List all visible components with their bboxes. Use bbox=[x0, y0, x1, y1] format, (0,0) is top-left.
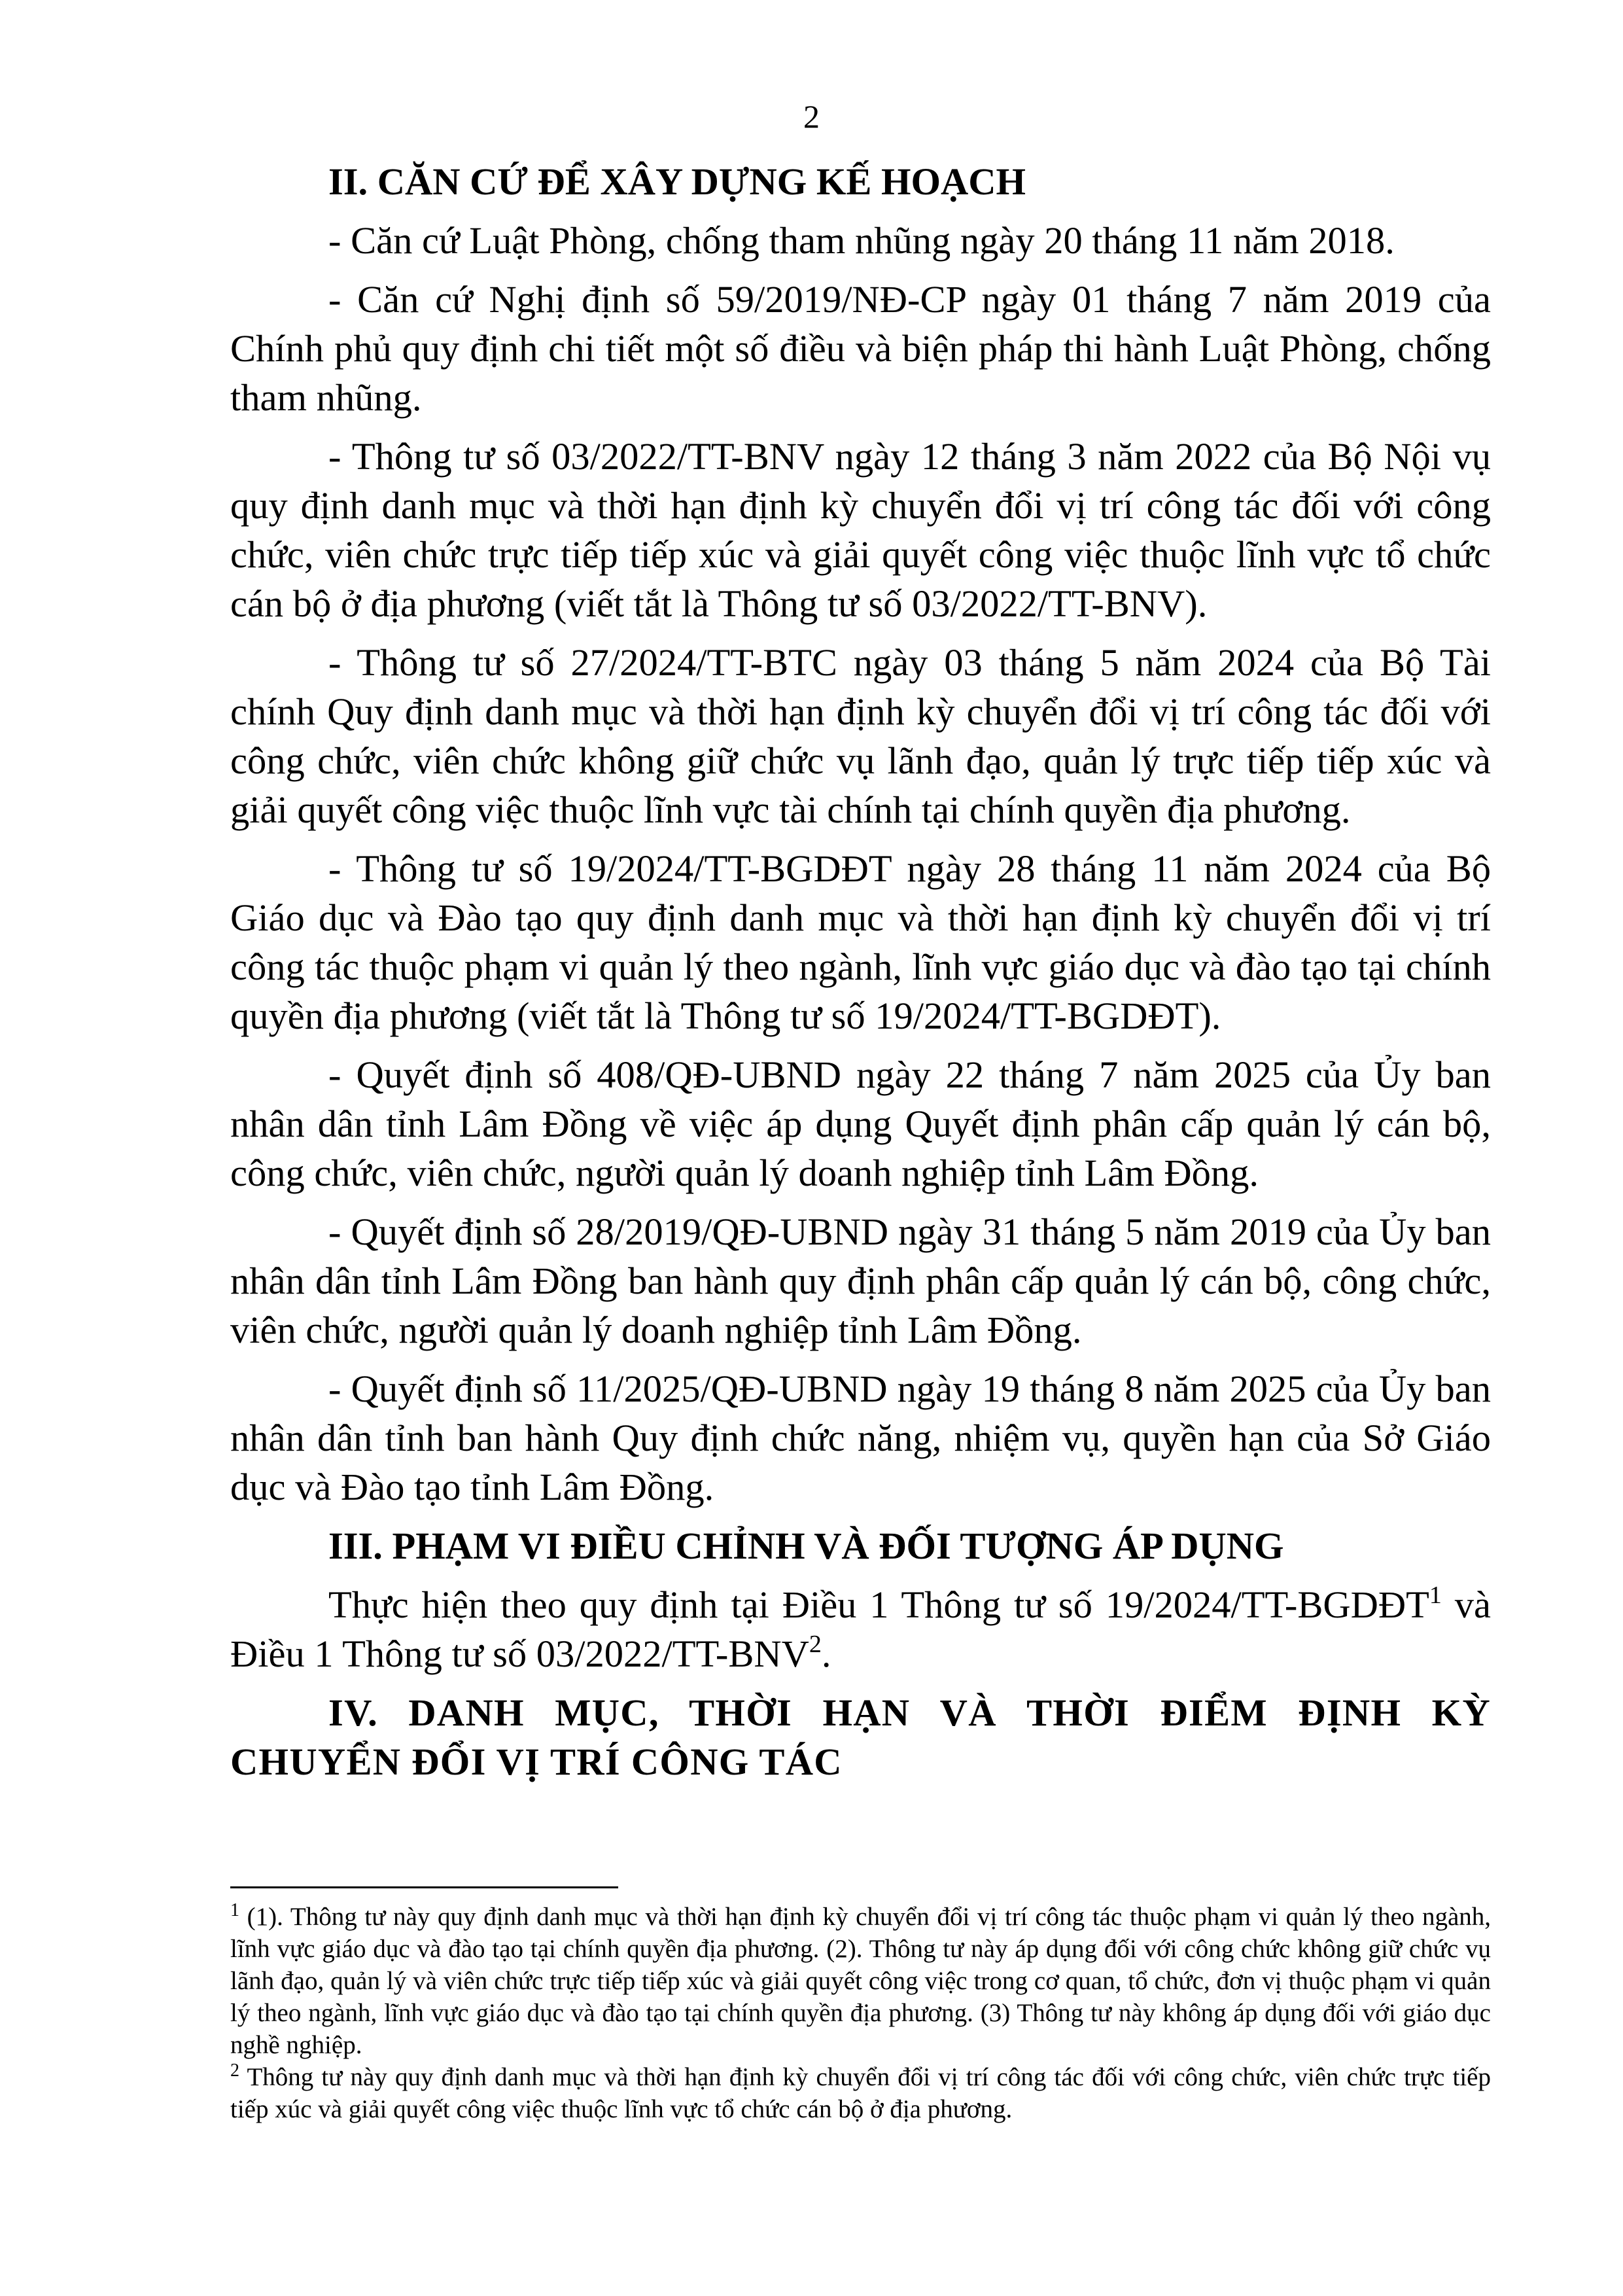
legal-basis-item: - Thông tư số 03/2022/TT-BNV ngày 12 tháng 3 năm 2022 của Bộ Nội vụ quy định danh mục và thời hạn định kỳ chuyển đổi vị trí công tác đối với công chức, viên chức trực tiếp tiếp xúc và giải quyết công việc thuộc lĩnh vực tổ chức cán bộ ở địa phương (viết tắt là Thông tư số 03/2022/TT-BNV). bbox=[230, 435, 1491, 625]
section-2-heading: II. CĂN CỨ ĐỂ XÂY DỰNG KẾ HOẠCH bbox=[328, 160, 1026, 203]
section-3-text bbox=[230, 1580, 1491, 1678]
footnotes bbox=[230, 1901, 1491, 2125]
footnote-marker: 2 bbox=[230, 2060, 239, 2081]
legal-basis-item: - Căn cứ Nghị định số 59/2019/NĐ-CP ngày 01 tháng 7 năm 2019 của Chính phủ quy định chi tiết một số điều và biện pháp thi hành Luật Phòng, chống tham nhũng. bbox=[230, 278, 1491, 419]
legal-basis-item: - Thông tư số 19/2024/TT-BGDĐT ngày 28 tháng 11 năm 2024 của Bộ Giáo dục và Đào tạo quy định danh mục và thời hạn định kỳ chuyển đổi vị trí công tác thuộc phạm vi quản lý theo ngành, lĩnh vực giáo dục và đào tạo tại chính quyền địa phương (viết tắt là Thông tư số 19/2024/TT-BGDĐT). bbox=[230, 847, 1491, 1037]
section-3-text-part2: và Điều 1 Thông tư số 03/2022/TT-BNV bbox=[230, 1583, 1492, 1675]
section-3-text-part3: . bbox=[821, 1633, 831, 1675]
footnote-ref-1[interactable]: 1 bbox=[1429, 1581, 1442, 1609]
footnote-marker: 1 bbox=[230, 1900, 239, 1920]
footnote-ref-2[interactable]: 2 bbox=[809, 1631, 822, 1658]
section-3-heading: III. PHẠM VI ĐIỀU CHỈNH VÀ ĐỐI TƯỢNG ÁP DỤNG bbox=[328, 1525, 1284, 1567]
document-body bbox=[230, 157, 1491, 1786]
page-number: 2 bbox=[803, 98, 820, 135]
legal-basis-item: - Quyết định số 408/QĐ-UBND ngày 22 tháng 7 năm 2025 của Ủy ban nhân dân tỉnh Lâm Đồng về việc áp dụng Quyết định phân cấp quản lý cán bộ, công chức, viên chức, người quản lý doanh nghiệp tỉnh Lâm Đồng. bbox=[230, 1053, 1491, 1194]
footnote-text: (1). Thông tư này quy định danh mục và thời hạn định kỳ chuyển đổi vị trí công tác thuộc phạm vi quản lý theo ngành, lĩnh vực giáo dục và đào tạo tại chính quyền địa phương. (2). Thông tư này áp dụng đối với công chức không giữ chức vụ lãnh đạo, quản lý và viên chức trực tiếp tiếp xúc và giải quyết công việc trong cơ quan, tổ chức, đơn vị thuộc phạm vi quản lý theo ngành, lĩnh vực giáo dục và đào tạo tại chính quyền địa phương. (3) Thông tư này không áp dụng đối với giáo dục nghề nghiệp. bbox=[230, 1903, 1491, 2059]
footnote-1 bbox=[230, 1901, 1491, 2061]
footnote-separator bbox=[230, 1886, 618, 1888]
legal-basis-item: - Căn cứ Luật Phòng, chống tham nhũng ngày 20 tháng 11 năm 2018. bbox=[328, 219, 1395, 262]
section-4-heading: IV. DANH MỤC, THỜI HẠN VÀ THỜI ĐIỂM ĐỊNH KỲ CHUYỂN ĐỔI VỊ TRÍ CÔNG TÁC bbox=[230, 1691, 1491, 1783]
footnote-2 bbox=[230, 2061, 1491, 2125]
footnote-text: Thông tư này quy định danh mục và thời hạn định kỳ chuyển đổi vị trí công tác đối với công chức, viên chức trực tiếp tiếp xúc và giải quyết công việc thuộc lĩnh vực tổ chức cán bộ ở địa phương. bbox=[230, 2063, 1491, 2123]
legal-basis-item: - Thông tư số 27/2024/TT-BTC ngày 03 tháng 5 năm 2024 của Bộ Tài chính Quy định danh mục và thời hạn định kỳ chuyển đổi vị trí công tác đối với công chức, viên chức không giữ chức vụ lãnh đạo, quản lý trực tiếp tiếp xúc và giải quyết công việc thuộc lĩnh vực tài chính tại chính quyền địa phương. bbox=[230, 641, 1491, 831]
legal-basis-item: - Quyết định số 28/2019/QĐ-UBND ngày 31 tháng 5 năm 2019 của Ủy ban nhân dân tỉnh Lâm Đồng ban hành quy định phân cấp quản lý cán bộ, công chức, viên chức, người quản lý doanh nghiệp tỉnh Lâm Đồng. bbox=[230, 1210, 1491, 1351]
section-3-text-part1: Thực hiện theo quy định tại Điều 1 Thông tư số 19/2024/TT-BGDĐT bbox=[328, 1583, 1429, 1626]
legal-basis-item: - Quyết định số 11/2025/QĐ-UBND ngày 19 tháng 8 năm 2025 của Ủy ban nhân dân tỉnh ban hành Quy định chức năng, nhiệm vụ, quyền hạn của Sở Giáo dục và Đào tạo tỉnh Lâm Đồng. bbox=[230, 1368, 1491, 1508]
